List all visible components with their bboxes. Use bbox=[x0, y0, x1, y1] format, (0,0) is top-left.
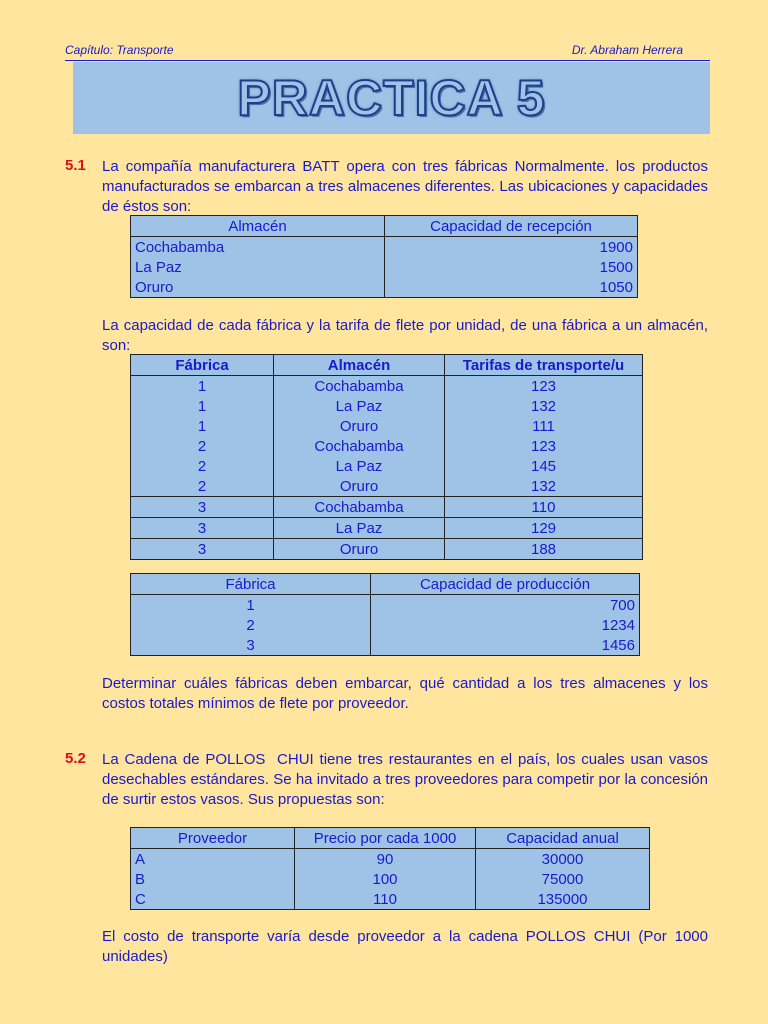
cell-fabrica: 3 bbox=[131, 635, 371, 656]
table-row bbox=[131, 615, 640, 635]
cell-proveedor: C bbox=[131, 889, 295, 910]
table-row bbox=[131, 237, 638, 258]
col-header-tarifa: Tarifas de transporte/u bbox=[445, 355, 643, 376]
table-row bbox=[131, 257, 638, 277]
cell-tarifa: 188 bbox=[445, 539, 643, 560]
col-header-almacen: Almacén bbox=[274, 355, 445, 376]
cell-capacidad: 1900 bbox=[385, 237, 638, 258]
table-row bbox=[131, 376, 643, 397]
col-header-fabrica: Fábrica bbox=[131, 574, 371, 595]
table-row bbox=[131, 456, 643, 476]
cell-tarifa: 129 bbox=[445, 518, 643, 539]
shipping-rates-table bbox=[130, 354, 643, 560]
cell-tarifa: 132 bbox=[445, 476, 643, 497]
table-row bbox=[131, 889, 650, 910]
cell-precio: 110 bbox=[295, 889, 476, 910]
cell-tarifa: 132 bbox=[445, 396, 643, 416]
supplier-proposals-table bbox=[130, 827, 650, 910]
cell-fabrica: 2 bbox=[131, 476, 274, 497]
section-5-1-rates-intro: La capacidad de cada fábrica y la tarifa de flete por unidad, de una fábrica a un almacén, son: bbox=[102, 317, 708, 354]
cell-tarifa: 145 bbox=[445, 456, 643, 476]
table-row bbox=[131, 518, 643, 539]
cell-almacen: Oruro bbox=[274, 416, 445, 436]
col-header-fabrica: Fábrica bbox=[131, 355, 274, 376]
cell-capacidad: 75000 bbox=[476, 869, 650, 889]
table-row bbox=[131, 436, 643, 456]
factory-capacity-table bbox=[130, 573, 640, 656]
table-row bbox=[131, 396, 643, 416]
header-author: Dr. Abraham Herrera bbox=[571, 43, 683, 57]
cell-fabrica: 2 bbox=[131, 436, 274, 456]
cell-fabrica: 3 bbox=[131, 497, 274, 518]
col-header-capacidad-anual: Capacidad anual bbox=[476, 828, 650, 849]
warehouse-capacity-table bbox=[130, 215, 638, 298]
cell-fabrica: 3 bbox=[131, 539, 274, 560]
section-number-5-1: 5.1 bbox=[65, 157, 86, 174]
cell-capacidad: 700 bbox=[371, 595, 640, 616]
cell-fabrica: 1 bbox=[131, 396, 274, 416]
page-header bbox=[65, 43, 710, 61]
cell-almacen: Oruro bbox=[131, 277, 385, 298]
cell-capacidad: 1234 bbox=[371, 615, 640, 635]
cell-fabrica: 1 bbox=[131, 376, 274, 397]
cell-almacen: La Paz bbox=[274, 518, 445, 539]
section-5-2-intro: La Cadena de POLLOS CHUI tiene tres restaurantes en el país, los cuales usan vasos desechables estándares. Se ha invitado a tres proveedores para competir por la concesión de surtir estos vasos. Sus propuestas son: bbox=[102, 751, 713, 808]
cell-precio: 90 bbox=[295, 849, 476, 870]
cell-fabrica: 1 bbox=[131, 595, 371, 616]
cell-almacen: Cochabamba bbox=[274, 376, 445, 397]
col-header-almacen: Almacén bbox=[131, 216, 385, 237]
table-row bbox=[131, 635, 640, 656]
table-row bbox=[131, 595, 640, 616]
cell-tarifa: 111 bbox=[445, 416, 643, 436]
header-chapter: Capítulo: Transporte bbox=[65, 43, 174, 57]
cell-capacidad: 135000 bbox=[476, 889, 650, 910]
cell-capacidad: 1456 bbox=[371, 635, 640, 656]
table-row bbox=[131, 539, 643, 560]
section-5-1-intro: La compañía manufacturera BATT opera con tres fábricas Normalmente. los productos manufacturados se embarcan a tres almacenes diferentes. Las ubicaciones y capacidades de éstos son: bbox=[102, 158, 708, 215]
section-5-2-transport-cost: El costo de transporte varía desde proveedor a la cadena POLLOS CHUI (Por 1000 unidades) bbox=[102, 928, 708, 965]
cell-tarifa: 110 bbox=[445, 497, 643, 518]
cell-proveedor: B bbox=[131, 869, 295, 889]
cell-tarifa: 123 bbox=[445, 436, 643, 456]
cell-capacidad: 1500 bbox=[385, 257, 638, 277]
cell-proveedor: A bbox=[131, 849, 295, 870]
cell-almacen: La Paz bbox=[274, 396, 445, 416]
col-header-capacidad-produccion: Capacidad de producción bbox=[371, 574, 640, 595]
cell-fabrica: 2 bbox=[131, 615, 371, 635]
cell-fabrica: 2 bbox=[131, 456, 274, 476]
cell-fabrica: 1 bbox=[131, 416, 274, 436]
cell-fabrica: 3 bbox=[131, 518, 274, 539]
table-row bbox=[131, 416, 643, 436]
col-header-capacidad: Capacidad de recepción bbox=[385, 216, 638, 237]
cell-almacen: La Paz bbox=[274, 456, 445, 476]
cell-capacidad: 1050 bbox=[385, 277, 638, 298]
title-banner bbox=[73, 62, 710, 134]
cell-almacen: Cochabamba bbox=[274, 436, 445, 456]
cell-almacen: Oruro bbox=[274, 476, 445, 497]
header-divider bbox=[65, 60, 710, 61]
section-number-5-2: 5.2 bbox=[65, 750, 86, 767]
cell-tarifa: 123 bbox=[445, 376, 643, 397]
section-5-1-question: Determinar cuáles fábricas deben embarcar, qué cantidad a los tres almacenes y los costos totales mínimos de flete por proveedor. bbox=[102, 675, 708, 712]
col-header-precio: Precio por cada 1000 bbox=[295, 828, 476, 849]
cell-almacen: La Paz bbox=[131, 257, 385, 277]
cell-almacen: Cochabamba bbox=[274, 497, 445, 518]
page-title: PRACTICA 5 bbox=[237, 70, 546, 126]
table-row bbox=[131, 476, 643, 497]
col-header-proveedor: Proveedor bbox=[131, 828, 295, 849]
cell-capacidad: 30000 bbox=[476, 849, 650, 870]
table-row bbox=[131, 497, 643, 518]
table-row bbox=[131, 277, 638, 298]
cell-almacen: Cochabamba bbox=[131, 237, 385, 258]
cell-precio: 100 bbox=[295, 869, 476, 889]
cell-almacen: Oruro bbox=[274, 539, 445, 560]
table-row bbox=[131, 869, 650, 889]
table-row bbox=[131, 849, 650, 870]
